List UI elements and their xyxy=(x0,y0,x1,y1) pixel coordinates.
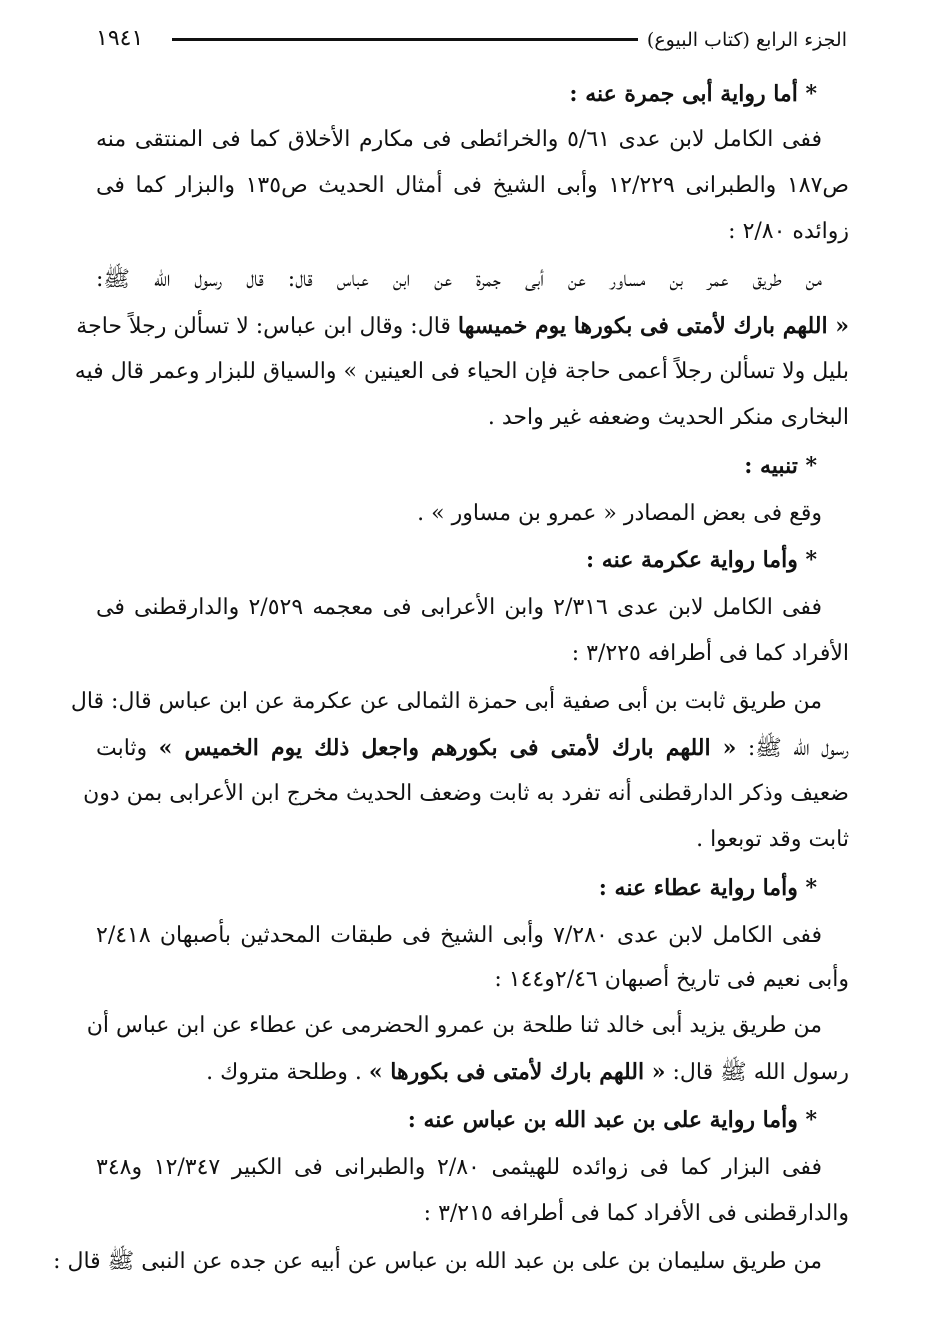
header-rule xyxy=(172,38,638,41)
paragraph-line: من طريق سليمان بن على بن عبد الله بن عباس عن أبيه عن جده عن النبى ﷺ قال : xyxy=(53,1249,822,1274)
inline-text: رسول الله ﷺ قال: xyxy=(665,1060,849,1085)
section-heading-note: * تنبيه : xyxy=(744,453,817,479)
paragraph-line: ففى الكامل لابن عدى ٥/٦١ والخرائطى فى مكارم الأخلاق كما فى المنتقى منه xyxy=(96,127,822,152)
paragraph-line: من طريق ثابت بن أبى صفية أبى حمزة الثمالى عن عكرمة عن ابن عباس قال: قال xyxy=(70,689,822,714)
section-heading-ikrima: * وأما رواية عكرمة عنه : xyxy=(586,547,817,573)
paragraph-line: ففى الكامل لابن عدى ٧/٢٨٠ وأبى الشيخ فى طبقات المحدثين بأصبهان ٢/٤١٨ xyxy=(96,923,822,948)
inline-text: . وطلحة متروك . xyxy=(206,1060,369,1085)
section-heading-ali-bin-abdullah: * وأما رواية على بن عبد الله بن عباس عنه : xyxy=(407,1107,817,1133)
section-heading-ata: * وأما رواية عطاء عنه : xyxy=(598,875,817,901)
paragraph-line xyxy=(206,1054,849,1091)
inline-text: وثابت xyxy=(96,736,159,761)
paragraph-line: ففى الكامل لابن عدى ٢/٣١٦ وابن الأعرابى فى معجمه ٢/٥٢٩ والدارقطنى فى xyxy=(96,595,822,620)
paragraph-line xyxy=(96,730,849,767)
paragraph-line: ضعيف وذكر الدارقطنى أنه تفرد به ثابت وضعف الحديث مخرج ابن الأعرابى بمن دون xyxy=(83,781,849,806)
paragraph-line: من طريق يزيد أبى خالد ثنا طلحة بن عمرو الحضرمى عن عطاء عن ابن عباس أن xyxy=(86,1013,822,1038)
page-number: ١٩٤١ xyxy=(96,26,144,51)
paragraph-line: الأفراد كما فى أطرافه ٣/٢٢٥ : xyxy=(571,641,849,666)
paragraph-line: زوائده ٢/٨٠ : xyxy=(728,219,849,244)
paragraph-line: ففى البزار كما فى زوائده للهيثمى ٢/٨٠ والطبرانى فى الكبير ١٢/٣٤٧ و٣٤٨ xyxy=(96,1155,822,1180)
paragraph-line: وأبى نعيم فى تاريخ أصبهان ٢/٤٦و١٤٤ : xyxy=(494,967,849,992)
section-heading-abu-jamra: * أما رواية أبى جمرة عنه : xyxy=(569,81,817,107)
hadith-text: « اللهم بارك لأمتى فى بكورها » xyxy=(368,1059,666,1085)
paragraph-line: ثابت وقد توبعوا . xyxy=(696,827,849,852)
paragraph-line: وقع فى بعض المصادر « عمرو بن مساور » . xyxy=(417,501,822,526)
paragraph-line: البخارى منكر الحديث وضعفه غير واحد . xyxy=(487,405,849,430)
paragraph-line: والدارقطنى فى الأفراد كما فى أطرافه ٣/٢١٥ : xyxy=(423,1201,849,1226)
hadith-text: « اللهم بارك لأمتى فى بكورهم واجعل ذلك يوم الخميس » xyxy=(158,735,737,761)
running-header-title: الجزء الرابع (كتاب البيوع) xyxy=(646,29,847,51)
paragraph-line: ص١٨٧ والطبرانى ١٢/٢٢٩ وأبى الشيخ فى أمثال الحديث ص١٣٥ والبزار كما فى xyxy=(96,173,849,198)
paragraph-line xyxy=(76,308,849,345)
paragraph-line: من طريق عمر بن مساور عن أبى جمرة عن ابن عباس قال: قال رسول الله ﷺ: xyxy=(96,267,822,292)
inline-text: قال: وقال ابن عباس: لا تسألن رجلاً حاجة xyxy=(76,314,458,339)
hadith-text: « اللهم بارك لأمتى فى بكورها يوم خميسها xyxy=(457,313,849,339)
paragraph-line: بليل ولا تسألن رجلاً أعمى حاجة فإن الحياء فى العينين » والسياق للبزار وعمر قال فيه xyxy=(74,359,849,384)
inline-text: رسول الله ﷺ: xyxy=(736,736,849,761)
